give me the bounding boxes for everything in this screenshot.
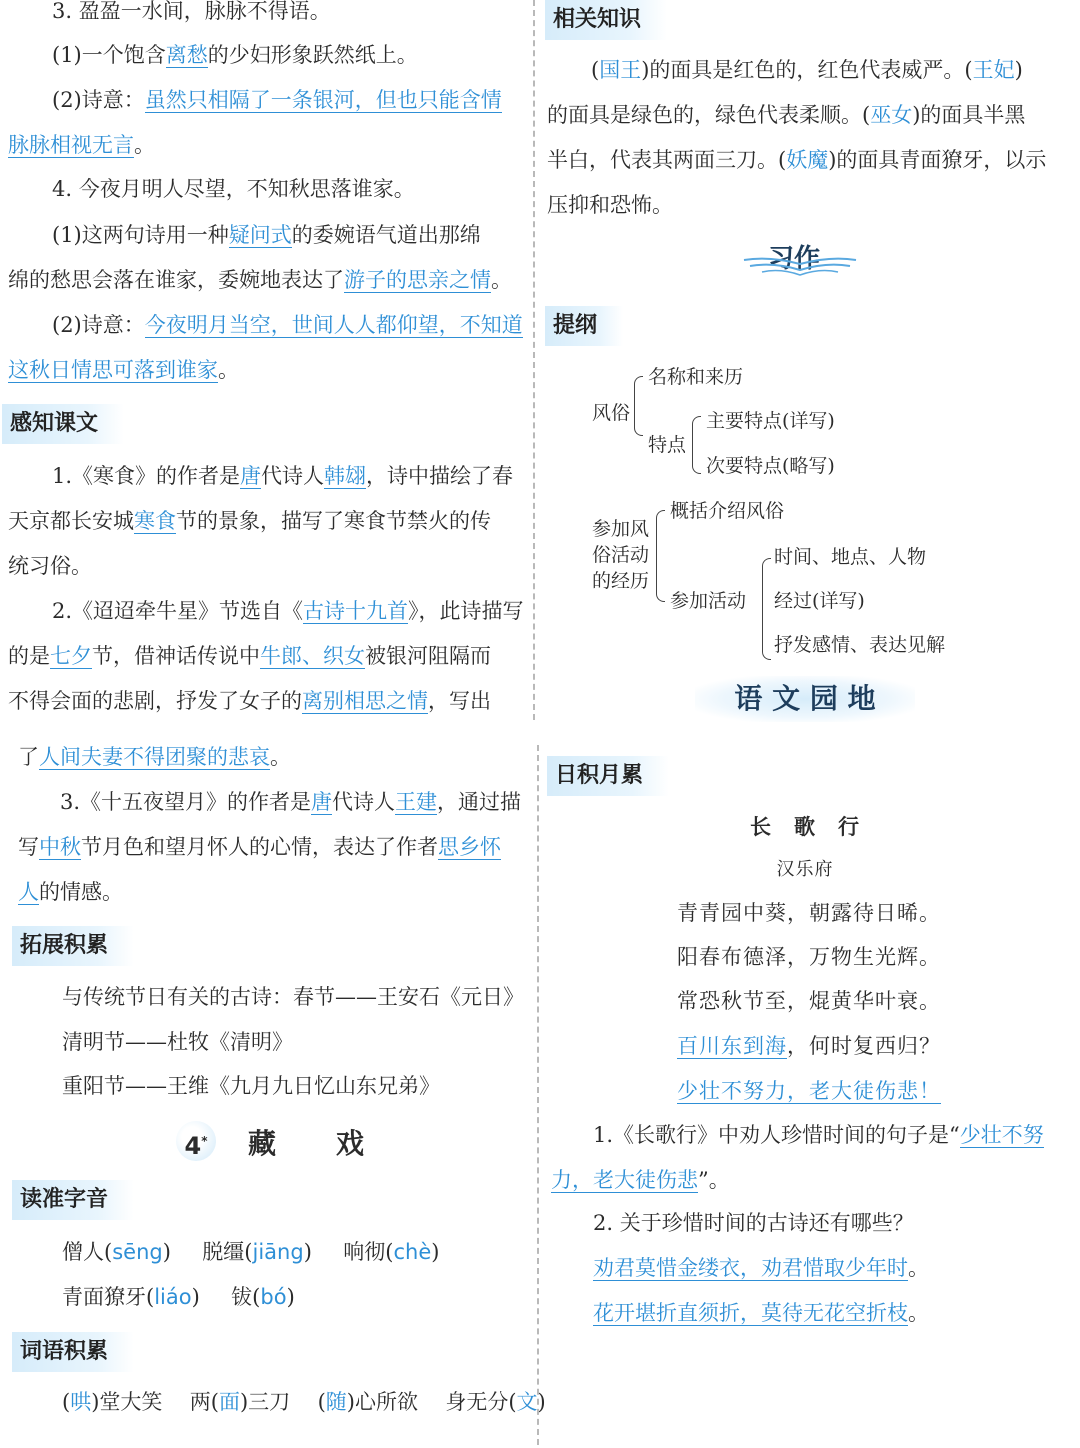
outline-node: 名称和来历 [648,366,744,388]
text-line: 2.《迢迢牵牛星》节选自《古诗十九首》，此诗描写 [52,599,524,623]
outline-bracket [634,376,643,436]
text-line: 2. 关于珍惜时间的古诗还有哪些？ [593,1211,914,1235]
text-line: 1.《长歌行》中劝人珍惜时间的句子是“少壮不努 [593,1123,1044,1147]
text-line: (1)一个饱含离愁的少妇形象跃然纸上。 [52,43,418,67]
poem-title: 长 歌 行 [750,814,860,839]
text-line: (2)诗意：虽然只相隔了一条银河，但也只能含情 [52,88,502,112]
text-line: (2)诗意：今夜明月当空，世间人人都仰望，不知道 [52,313,523,337]
section-heading-riji: 日积月累 [547,756,669,796]
text-line: 不得会面的悲剧，抒发了女子的离别相思之情，写出 [8,689,491,713]
text-line: 的面具是绿色的，绿色代表柔顺。(巫女)的面具半黑 [547,103,1026,127]
section-heading-ganzhi: 感知课文 [2,404,124,444]
text-line: 劝君莫惜金缕衣，劝君惜取少年时。 [593,1256,929,1280]
section-heading-ciyu: 词语积累 [12,1332,134,1372]
column-divider-bottom [537,745,539,1445]
outline-node: 抒发感情、表达见解 [774,634,946,656]
poem-line: 青青园中葵，朝露待日晞。 [677,901,941,925]
xizuo-heading: 习作 [740,238,860,278]
text-line: (国王)的面具是红色的，红色代表威严。(王妃) [591,58,1023,82]
idiom-line: (哄)堂大笑 两(面)三刀 (随)心所欲 身无分(文) [62,1390,546,1414]
outline-node: 次要特点(略写) [706,455,835,477]
outline-node: 经过(详写) [774,590,865,612]
outline-node: 概括介绍风俗 [670,500,785,522]
text-line: 半白，代表其两面三刀。(妖魔)的面具青面獠牙，以示 [547,148,1047,172]
text-line: 清明节——杜牧《清明》 [62,1030,293,1054]
outline-bracket [692,416,701,474]
text-line: 了人间夫妻不得团聚的悲哀。 [18,745,291,769]
outline-node: 俗活动 [592,544,650,566]
outline-node: 特点 [648,434,687,456]
text-line: 写中秋节月色和望月怀人的心情，表达了作者思乡怀 [18,835,501,859]
outline-bracket [656,510,665,602]
outline-node: 的经历 [592,570,650,592]
outline-node: 风俗 [592,402,631,424]
section-heading-duzhun: 读准字音 [12,1180,134,1220]
text-line: 这秋日情思可落到谁家。 [8,358,239,382]
outline-node: 参加活动 [670,590,747,612]
poem-line: 阳春布德泽，万物生光辉。 [677,945,941,969]
text-line: 绵的愁思会落在谁家，委婉地表达了游子的思亲之情。 [8,268,512,292]
column-divider-top [533,0,535,720]
text-line: 与传统节日有关的古诗：春节——王安石《元日》 [62,985,524,1009]
text-line: 天京都长安城寒食节的景象，描写了寒食节禁火的传 [8,509,491,533]
lesson-title: 藏 戏 [248,1127,365,1160]
text-line: 压抑和恐怖。 [547,193,673,217]
section-heading-tuozhan: 拓展积累 [12,926,134,966]
wave-ornament-icon [740,238,860,278]
pinyin-line: 青面獠牙(liáo) 钹(bó) [62,1285,295,1309]
text-line: 统习俗。 [8,554,92,578]
text-line: 4. 今夜月明人尽望，不知秋思落谁家。 [52,177,415,201]
text-line: (1)这两句诗用一种疑问式的委婉语气道出那绵 [52,223,481,247]
poem-line: 少壮不努力，老大徒伤悲！ [677,1079,941,1103]
pinyin-line: 僧人(sēng) 脱缰(jiāng) 响彻(chè) [62,1240,440,1264]
text-line: 花开堪折直须折，莫待无花空折枝。 [593,1301,929,1325]
outline-node: 时间、地点、人物 [774,546,927,568]
right-column [545,0,1075,1448]
poem-line: 百川东到海，何时复西归？ [677,1034,941,1058]
text-line: 3.《十五夜望月》的作者是唐代诗人王建，通过描 [60,790,522,814]
text-line: 力，老大徒伤悲”。 [551,1168,730,1192]
poem-line: 常恐秋节至，焜黄华叶衰。 [677,989,941,1013]
text-line: 3. 盈盈一水间，脉脉不得语。 [52,0,331,23]
text-line: 脉脉相视无言。 [8,133,155,157]
section-heading-xiangguan: 相关知识 [545,0,667,40]
text-line: 的是七夕节，借神话传说中牛郎、织女被银河阻隔而 [8,644,491,668]
yuwen-yuandi-title: 语 文 园 地 [695,676,915,722]
section-heading-tigang: 提纲 [545,306,623,346]
text-line: 人的情感。 [18,880,123,904]
outline-tree [590,358,1030,658]
outline-node: 参加风 [592,518,650,540]
text-line: 重阳节——王维《九月九日忆山东兄弟》 [62,1074,440,1098]
lesson-number-badge: 4* [176,1121,216,1161]
text-line: 1.《寒食》的作者是唐代诗人韩翃，诗中描绘了春 [52,464,514,488]
outline-node: 主要特点(详写) [706,410,835,432]
outline-bracket [762,558,771,660]
poem-author: 汉乐府 [776,859,834,880]
